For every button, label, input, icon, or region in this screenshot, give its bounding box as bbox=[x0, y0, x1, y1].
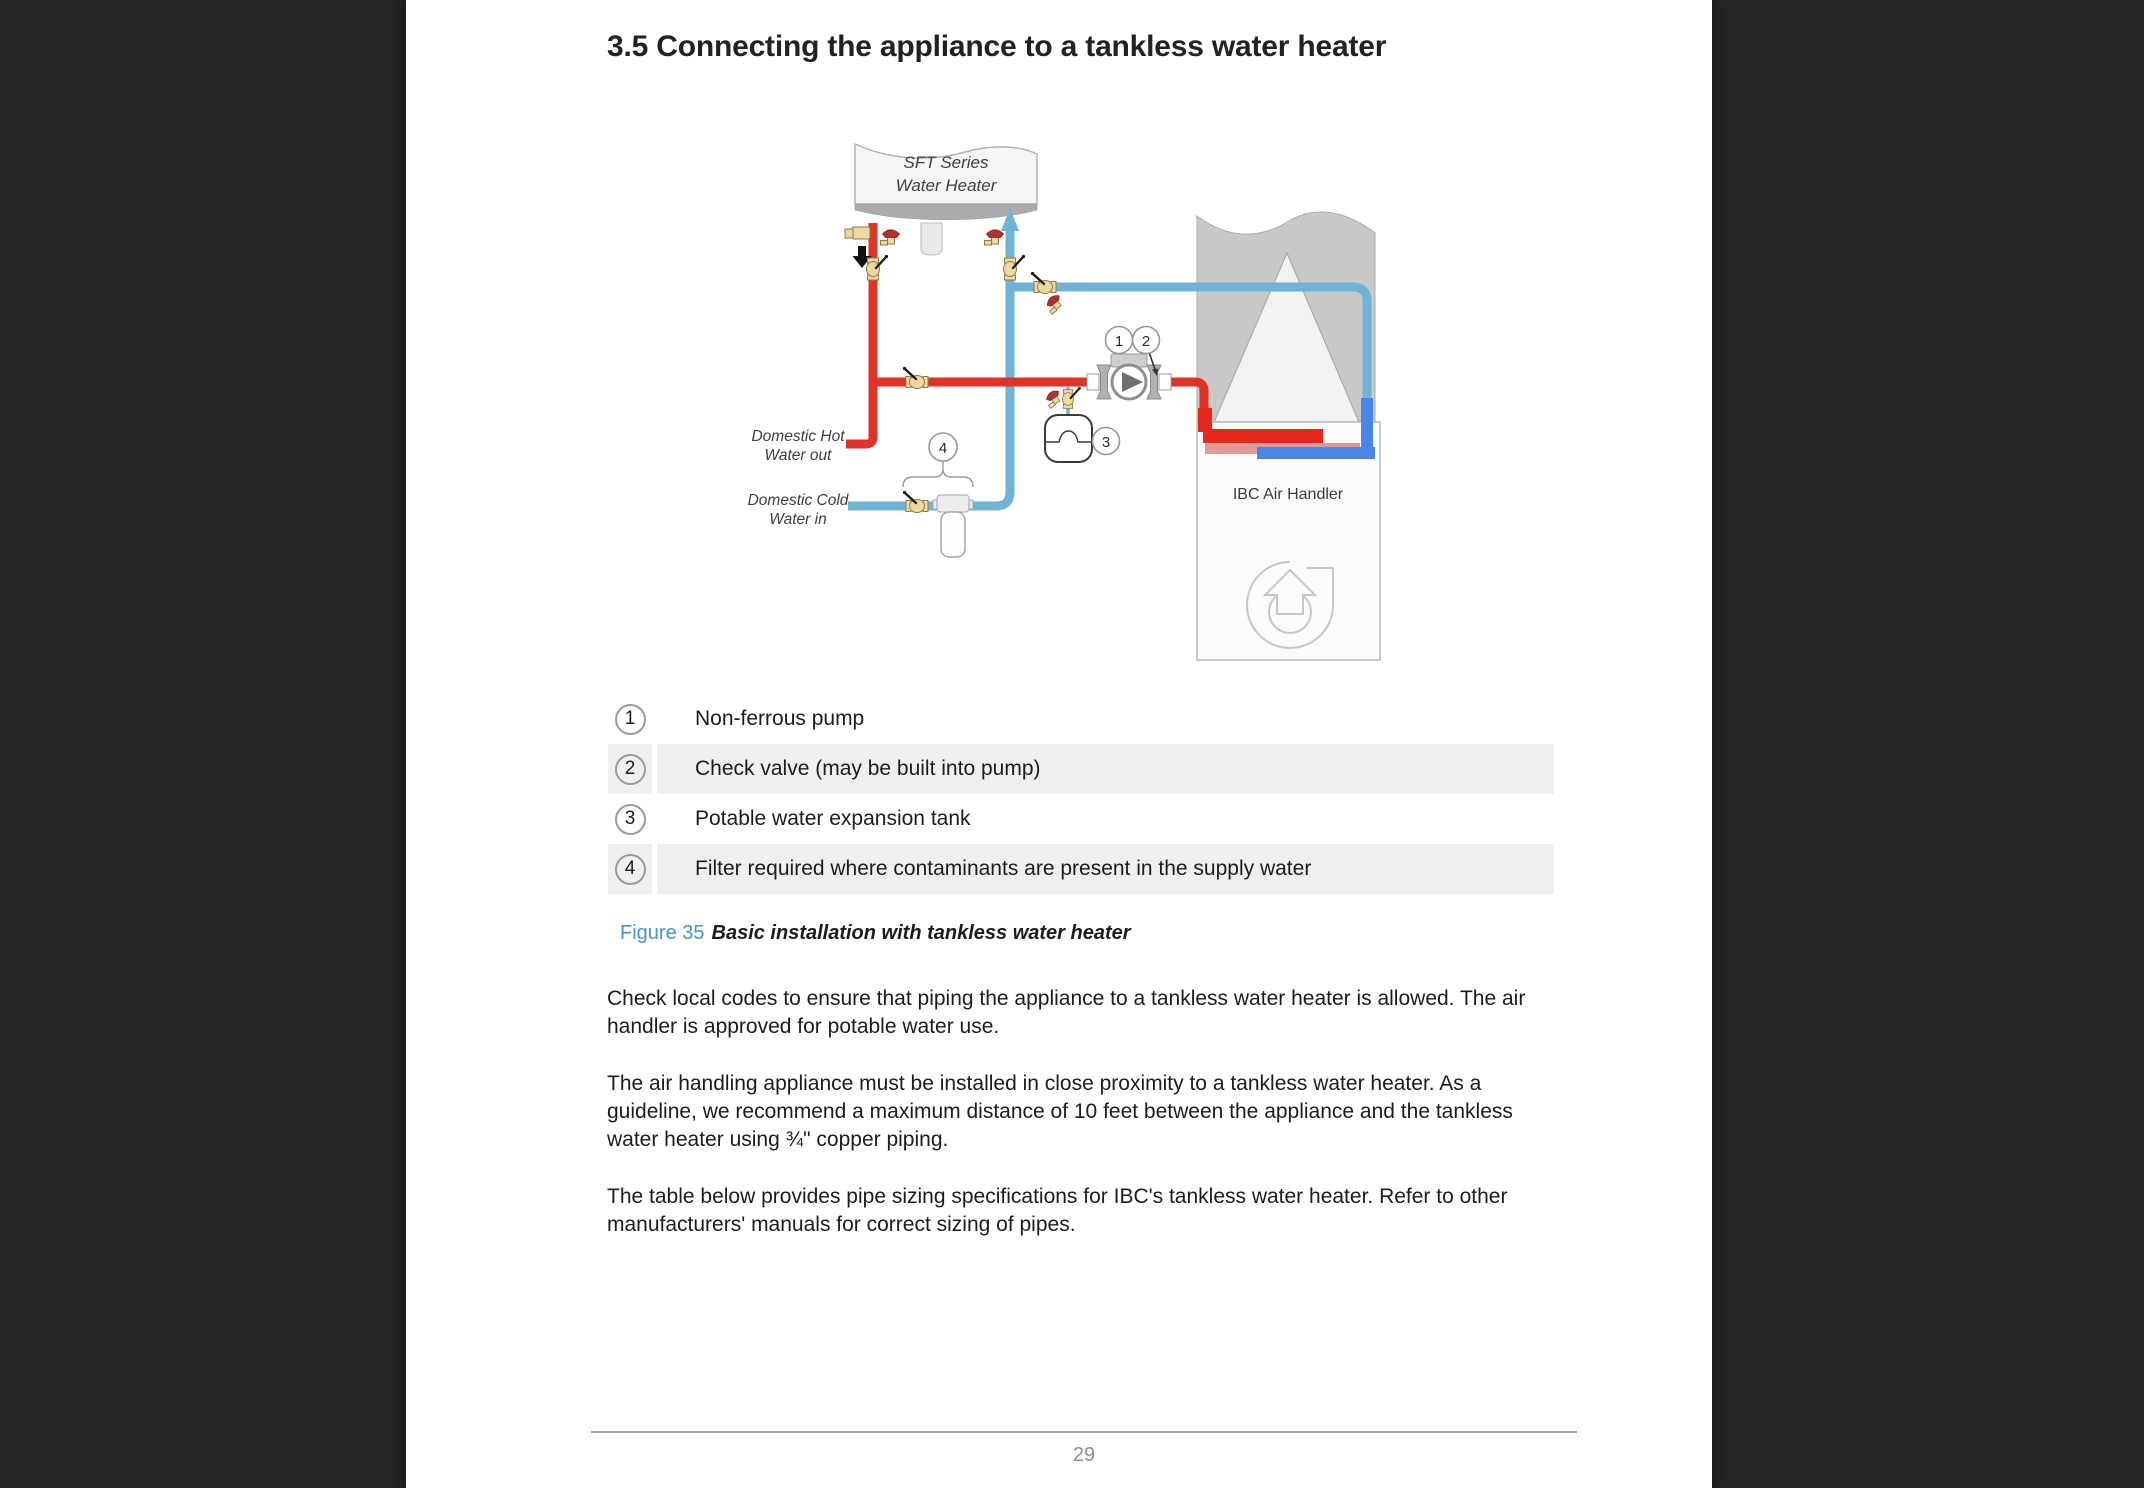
callout-brace bbox=[903, 469, 973, 487]
body-text bbox=[607, 985, 1555, 1268]
filter-assembly bbox=[903, 461, 973, 557]
callout-2 bbox=[1133, 327, 1160, 354]
legend-text-4: Filter required where contaminants are present in the supply water bbox=[657, 844, 1554, 894]
filter-shutoff-valve bbox=[903, 491, 928, 513]
legend-circle-2: 2 bbox=[615, 754, 646, 785]
union-elbow-fitting bbox=[852, 227, 870, 239]
paragraph-2: The air handling appliance must be installed in close proximity to a tankless water heater. As a guideline, we recommend a maximum distance of 10 feet between the appliance and the tankless water heater using ¾" copper piping. bbox=[607, 1072, 1513, 1151]
paragraph-1: Check local codes to ensure that piping the appliance to a tankless water heater is allowed. The air handler is approved for potable water use. bbox=[607, 987, 1526, 1038]
diagram-legend bbox=[608, 694, 1554, 894]
legend-row-4 bbox=[608, 844, 1554, 894]
callout-4-number: 4 bbox=[938, 440, 948, 457]
legend-num-cell bbox=[608, 794, 652, 844]
return-drain-faucet bbox=[1043, 293, 1065, 315]
supply-riser-pipe bbox=[1361, 398, 1373, 458]
pump-assembly bbox=[1087, 352, 1171, 399]
blower-fan-icon bbox=[1247, 562, 1333, 648]
cold-drain-faucet bbox=[985, 230, 1004, 245]
piping-diagram bbox=[740, 100, 1440, 700]
hot-isolation-valve bbox=[867, 255, 889, 280]
coil-hot-bar bbox=[1203, 429, 1323, 443]
label-domestic-hot-line2: Water out bbox=[764, 447, 832, 464]
return-line-valve bbox=[1031, 272, 1056, 294]
callout-1-number: 1 bbox=[1114, 333, 1124, 350]
legend-num-cell bbox=[608, 694, 652, 744]
legend-row-3 bbox=[608, 794, 1554, 844]
filter-cartridge bbox=[941, 512, 965, 557]
pump-inlet-nipple bbox=[1087, 374, 1099, 390]
expansion-tank bbox=[1045, 415, 1092, 462]
page-number: 29 bbox=[1072, 1444, 1096, 1466]
figure-caption bbox=[620, 922, 1131, 945]
callout-4 bbox=[929, 433, 957, 461]
page-title: 3.5 Connecting the appliance to a tankless water heater bbox=[607, 30, 1387, 63]
label-domestic-cold-line1: Domestic Cold bbox=[747, 492, 849, 509]
callout-3 bbox=[1093, 428, 1120, 455]
expansion-tank-assembly bbox=[1043, 387, 1092, 462]
figure-caption-label: Figure 35 bbox=[620, 922, 705, 944]
hot-drain-faucet bbox=[881, 230, 900, 245]
paragraph-3: The table below provides pipe sizing specifications for IBC's tankless water heater. Refer to other manufacturers' manuals for correct sizing of pipes. bbox=[607, 1185, 1508, 1236]
tank-drain-faucet bbox=[1043, 388, 1064, 408]
cold-side-valves bbox=[985, 230, 1066, 314]
water-heater-label-line1: SFT Series bbox=[903, 153, 989, 172]
legend-num-cell bbox=[608, 844, 652, 894]
supply-line-valve bbox=[903, 367, 928, 389]
water-heater-label-line2: Water Heater bbox=[895, 176, 997, 195]
page-footer bbox=[591, 1431, 1577, 1467]
callout-2-number: 2 bbox=[1141, 333, 1151, 350]
legend-circle-1: 1 bbox=[615, 704, 646, 735]
legend-row-1 bbox=[608, 694, 1554, 744]
pump-outlet-nipple bbox=[1159, 374, 1171, 390]
water-heater-drain-stub bbox=[921, 223, 942, 255]
legend-circle-3: 3 bbox=[615, 804, 646, 835]
document-page bbox=[406, 0, 1712, 1488]
cold-isolation-valve bbox=[1004, 255, 1026, 280]
label-domestic-hot-line1: Domestic Hot bbox=[751, 428, 845, 445]
callout-3-number: 3 bbox=[1101, 434, 1111, 451]
filter-head bbox=[937, 495, 969, 512]
label-domestic-cold-line2: Water in bbox=[769, 511, 827, 528]
union-cap bbox=[845, 229, 853, 238]
legend-num-cell bbox=[608, 744, 652, 794]
legend-text-3: Potable water expansion tank bbox=[695, 807, 971, 830]
legend-text-2: Check valve (may be built into pump) bbox=[657, 744, 1554, 794]
legend-circle-4: 4 bbox=[615, 854, 646, 885]
figure-caption-text: Basic installation with tankless water heater bbox=[711, 922, 1131, 944]
legend-row-2 bbox=[608, 744, 1554, 794]
coil-inlet-stub bbox=[1198, 408, 1212, 432]
callout-1 bbox=[1106, 327, 1133, 354]
legend-text-1: Non-ferrous pump bbox=[695, 707, 865, 730]
coil-supply-bar bbox=[1257, 447, 1375, 459]
tank-valve bbox=[1062, 387, 1080, 408]
air-handler-label: IBC Air Handler bbox=[1232, 486, 1344, 503]
